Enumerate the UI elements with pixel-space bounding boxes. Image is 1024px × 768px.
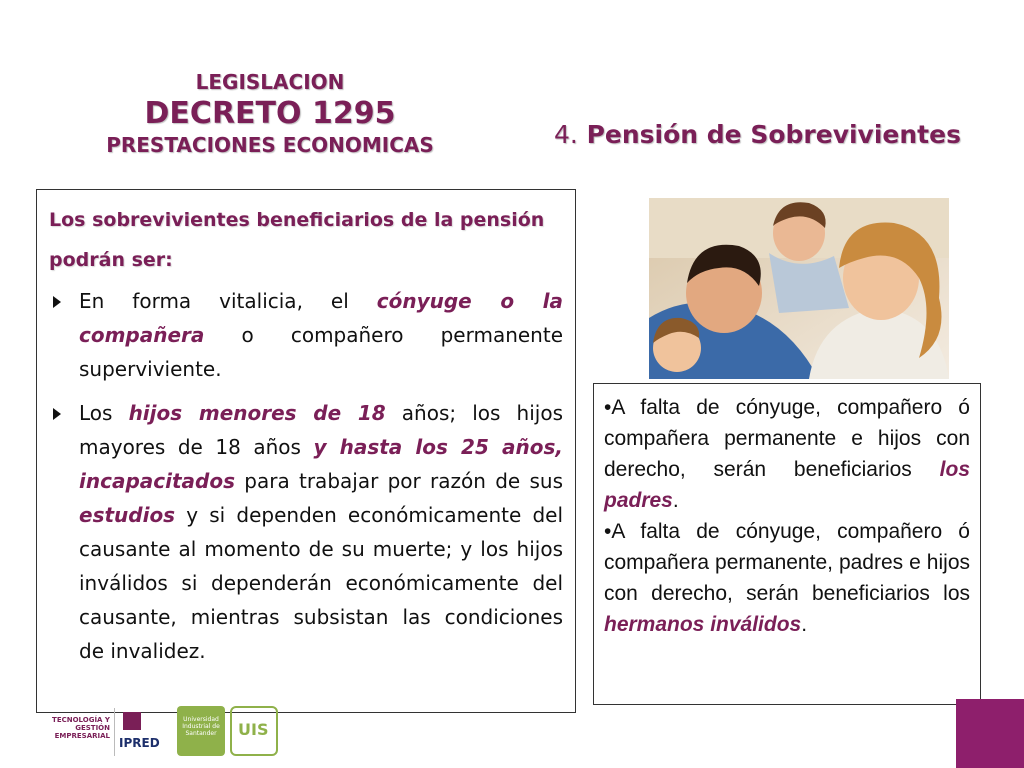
logo-uis-name: Universidad Industrial de Santander	[182, 716, 220, 737]
beneficiaries-box	[36, 189, 576, 713]
side-item2-end: .	[801, 613, 808, 636]
side-item1-text: •A falta de cónyuge, compañero ó compañera permanente e hijos con derecho, serán beneficiarios	[604, 396, 970, 481]
logo-ipred	[114, 708, 165, 756]
bullet2-highlight-3: estudios	[79, 503, 176, 527]
slide-title	[70, 68, 470, 158]
side-item-padres	[604, 392, 970, 516]
family-photo-graphic	[649, 198, 949, 379]
side-item1-end: .	[672, 489, 679, 512]
corner-accent	[956, 699, 1024, 768]
intro-text: Los sobrevivientes beneficiarios de la pensión podrán ser:	[49, 209, 545, 271]
parents-siblings-box	[593, 383, 981, 705]
bullet2-text-1: Los	[79, 401, 129, 425]
footer-logos	[52, 704, 282, 760]
bullet2-highlight-1: hijos menores de 18	[128, 401, 386, 425]
bullet2-text-3: para trabajar por razón de sus	[235, 469, 563, 493]
side-item2-text: •A falta de cónyuge, compañero ó compañera permanente, padres e hijos con derecho, serán beneficiarios los	[604, 520, 970, 605]
bullet1-text-end: o compañero permanente superviviente.	[79, 323, 563, 381]
arrow-bullet-icon	[53, 296, 61, 308]
family-photo	[649, 198, 949, 379]
bullet2-text-2: años; los hijos mayores de 18 años	[79, 401, 563, 459]
bullet1-text: En forma vitalicia, el	[79, 289, 377, 313]
logo-uis-mark	[230, 706, 278, 756]
title-prestaciones: PRESTACIONES ECONOMICAS	[106, 133, 434, 157]
logo-tecnologia-gestion: TECNOLOGÍA Y GESTIÓN EMPRESARIAL	[52, 716, 110, 740]
title-decreto: DECRETO 1295	[144, 96, 396, 131]
logo-uis-text	[177, 706, 225, 756]
ipred-mark-icon	[123, 712, 141, 730]
bullet2-text-4: y si dependen económicamente del causante al momento de su muerte; y los hijos inválidos si dependerán económicamente del causante, mientras subsistan las condiciones de invalidez.	[79, 503, 563, 663]
bullet1-highlight: cónyuge o la compañera	[79, 289, 563, 347]
title-legislacion: LEGISLACION	[195, 70, 345, 94]
section-number: 4.	[554, 120, 578, 149]
side-item-hermanos	[604, 516, 970, 640]
section-heading	[554, 120, 994, 149]
bullet2-highlight-2: y hasta los 25 años, incapacitados	[79, 435, 563, 493]
side-item1-highlight: los padres	[604, 458, 970, 512]
arrow-bullet-icon	[53, 408, 61, 420]
side-item2-highlight: hermanos inválidos	[604, 613, 802, 636]
section-title: Pensión de Sobrevivientes	[586, 120, 961, 149]
logo-uis-mark-text: UIS	[238, 720, 269, 739]
bullet-hijos	[49, 396, 563, 668]
bullet-conyuge	[49, 284, 563, 386]
logo-ipred-text: IPRED	[119, 736, 160, 750]
